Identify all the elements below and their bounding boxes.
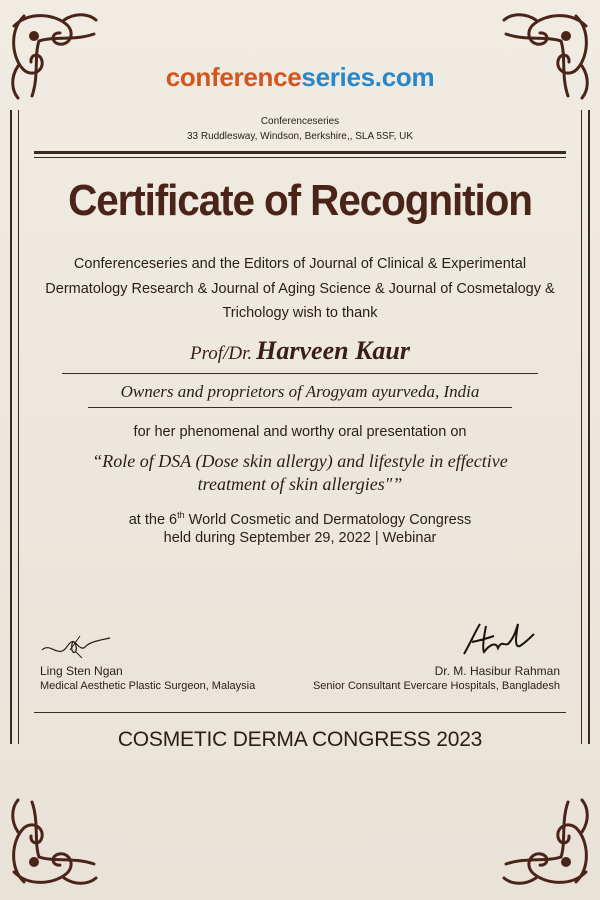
header-divider-thick bbox=[34, 151, 566, 154]
topic-line-2: treatment of skin allergies"” bbox=[197, 474, 403, 494]
border-line-right-outer bbox=[588, 110, 590, 744]
footer-divider bbox=[34, 712, 566, 713]
signatory-right bbox=[260, 664, 560, 694]
intro-line-3: Trichology wish to thank bbox=[222, 305, 378, 321]
affiliation-underline bbox=[88, 407, 512, 408]
org-address: 33 Ruddlesway, Windson, Berkshire,, SLA 5SF, UK bbox=[186, 131, 414, 142]
intro-line-2: Dermatology Research & Journal of Aging Science & Journal of Cosmetalogy & bbox=[45, 281, 555, 297]
corner-ornament-bottom-right bbox=[496, 792, 596, 892]
recipient-affiliation: Owners and proprietors of Arogyam ayurveda, India bbox=[120, 382, 480, 401]
signature-right-icon bbox=[458, 620, 538, 660]
corner-ornament-bottom-left bbox=[4, 792, 104, 892]
event-ordinal: th bbox=[177, 510, 185, 520]
signature-left-icon bbox=[40, 632, 112, 662]
congress-footer: COSMETIC DERMA CONGRESS 2023 bbox=[117, 728, 483, 751]
for-line: for her phenomenal and worthy oral presentation on bbox=[133, 424, 467, 440]
border-line-left-inner bbox=[18, 110, 19, 744]
name-underline bbox=[62, 373, 538, 374]
header-divider-thin bbox=[34, 157, 566, 158]
presentation-topic bbox=[60, 450, 540, 496]
logo-part-blue: series.com bbox=[301, 62, 435, 92]
border-line-right-inner bbox=[581, 110, 582, 744]
logo-part-orange: conference bbox=[165, 62, 302, 92]
certificate-title: Certificate of Recognition bbox=[68, 176, 532, 225]
conferenceseries-logo bbox=[0, 62, 600, 93]
event-name: World Cosmetic and Dermatology Congress bbox=[188, 511, 472, 528]
recipient-prefix: Prof/Dr. bbox=[190, 343, 253, 364]
signatory-left-title: Medical Aesthetic Plastic Surgeon, Malaysia bbox=[40, 680, 256, 692]
recipient-name: Harveen Kaur bbox=[256, 336, 410, 365]
recipient-row bbox=[0, 336, 600, 366]
org-name: Conferenceseries bbox=[260, 116, 340, 127]
signatory-right-title: Senior Consultant Evercare Hospitals, Bangladesh bbox=[312, 680, 560, 692]
intro-line-1: Conferenceseries and the Editors of Journal of Clinical & Experimental bbox=[73, 256, 527, 272]
signatory-right-name: Dr. M. Hasibur Rahman bbox=[434, 664, 560, 678]
held-line: held during September 29, 2022 | Webinar bbox=[163, 530, 437, 546]
border-line-left-outer bbox=[10, 110, 12, 744]
topic-line-1: “Role of DSA (Dose skin allergy) and lifestyle in effective bbox=[92, 451, 508, 471]
signatory-left-name: Ling Sten Ngan bbox=[40, 664, 123, 678]
event-prefix: at the 6 bbox=[128, 511, 178, 528]
